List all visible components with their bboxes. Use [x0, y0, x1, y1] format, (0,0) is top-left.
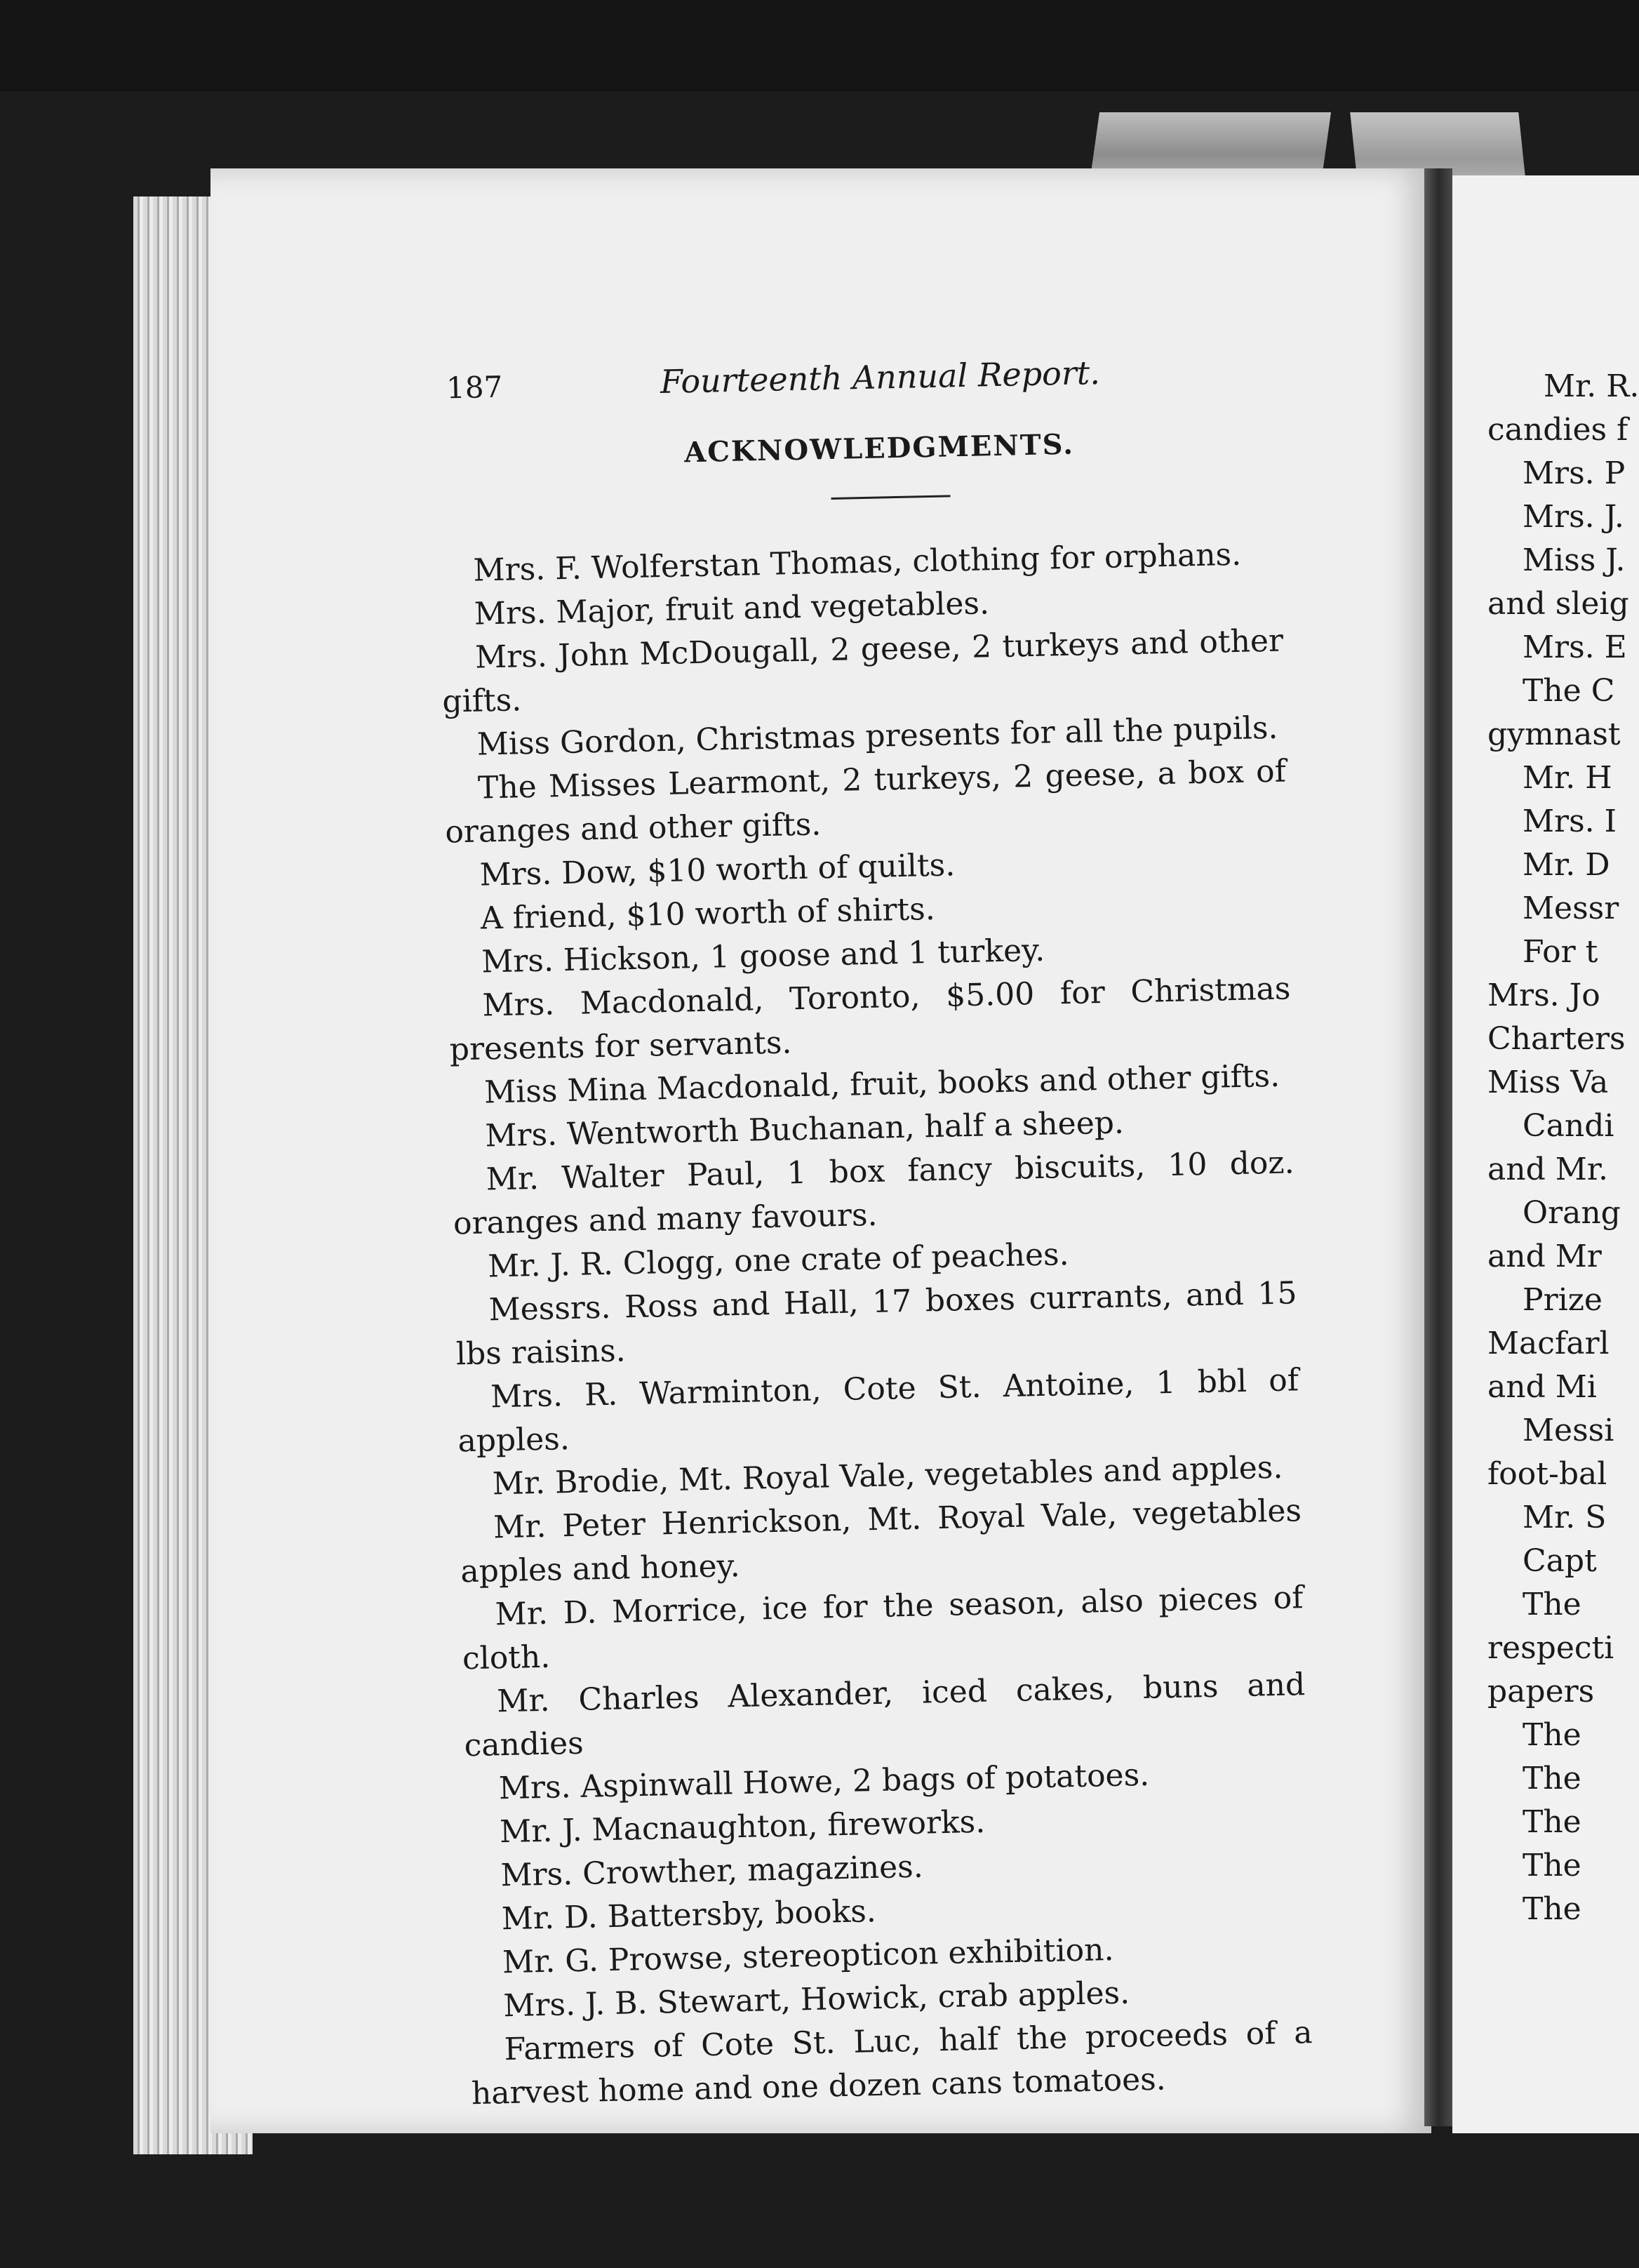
acknowledgment-entry: Mrs. Macdonald, Toronto, $5.00 for Christmas presents for servants.: [449, 970, 1291, 1068]
right-page-line: Candi: [1523, 1108, 1614, 1144]
acknowledgment-entry: Mrs. J. B. Stewart, Howick, crab apples.: [502, 1975, 1130, 2024]
acknowledgment-entry: Mr. Peter Henrickson, Mt. Royal Vale, vegetables apples and honey.: [460, 1493, 1302, 1590]
right-page-line: and sleig: [1487, 586, 1629, 622]
acknowledgment-entry: Mrs. Dow, $10 worth of quilts.: [479, 847, 956, 893]
acknowledgment-entry: Miss Gordon, Christmas presents for all the pupils.: [476, 709, 1278, 763]
right-page-line: Messi: [1523, 1413, 1614, 1448]
right-page-line: respecti: [1487, 1630, 1614, 1666]
book-gutter: [1424, 168, 1452, 2126]
right-page-line: Mrs. J.: [1523, 499, 1624, 535]
acknowledgment-entry: Mrs. John McDougall, 2 geese, 2 turkeys and other gifts.: [441, 622, 1284, 720]
acknowledgment-entry: Mr. Charles Alexander, iced cakes, buns and candies: [464, 1667, 1306, 1764]
heading-rule: [831, 495, 951, 500]
acknowledgment-entry: Mr. G. Prowse, stereopticon exhibition.: [502, 1931, 1114, 1981]
acknowledgment-entry: Mrs. Crowther, magazines.: [500, 1848, 924, 1894]
acknowledgment-entry: Mrs. Major, fruit and vegetables.: [474, 585, 990, 632]
acknowledgment-entry: The Misses Learmont, 2 turkeys, 2 geese, a box of oranges and other gifts.: [444, 753, 1287, 850]
right-page-line: Mrs. E: [1523, 629, 1627, 665]
left-page-content: [393, 332, 1342, 2117]
acknowledgment-entry: Mrs. Wentworth Buchanan, half a sheep.: [484, 1105, 1125, 1154]
right-page-line: Capt: [1523, 1543, 1597, 1579]
acknowledgment-entry: Mr. D. Morrice, ice for the season, also pieces of cloth.: [462, 1580, 1304, 1677]
right-page-line: The: [1523, 1891, 1581, 1927]
right-page-line: gymnast: [1487, 716, 1621, 752]
right-page-line: foot-bal: [1487, 1456, 1607, 1492]
acknowledgment-list: [439, 533, 1313, 2116]
right-page-content: [1487, 365, 1639, 1931]
right-page-line: Mr. R.: [1544, 368, 1639, 404]
acknowledgment-entry: Farmers of Cote St. Luc, half the proceeds of a harvest home and one dozen cans tomatoes.: [471, 2015, 1313, 2112]
acknowledgment-entry: Mrs. R. Warminton, Cote St. Antoine, 1 bbl of apples.: [457, 1362, 1299, 1460]
acknowledgment-entry: Mrs. F. Wolferstan Thomas, clothing for orphans.: [473, 536, 1242, 589]
page-number: 187: [446, 369, 503, 406]
acknowledgment-entry: Mrs. Hickson, 1 goose and 1 turkey.: [481, 932, 1045, 980]
right-page-line: and Mr.: [1487, 1152, 1608, 1187]
acknowledgment-entry: Mr. Walter Paul, 1 box fancy biscuits, 10 doz. oranges and many favours.: [453, 1145, 1295, 1242]
running-title: Fourteenth Annual Report.: [660, 353, 1101, 401]
right-page-line: Orang: [1523, 1195, 1621, 1231]
acknowledgment-entry: A friend, $10 worth of shirts.: [480, 890, 936, 937]
right-page-line: candies f: [1487, 412, 1628, 448]
right-page-line: Messr: [1523, 890, 1619, 926]
right-page-line: Mrs. P: [1523, 455, 1626, 491]
right-page-line: Mr. S: [1523, 1500, 1607, 1535]
acknowledgment-entry: Mr. J. Macnaughton, fireworks.: [499, 1803, 986, 1850]
scan-top-edge: [0, 0, 1639, 91]
right-page-line: The: [1523, 1804, 1581, 1840]
right-page-line: Mr. H: [1523, 760, 1612, 796]
right-page-line: The C: [1523, 673, 1615, 709]
acknowledgment-entry: Messrs. Ross and Hall, 17 boxes currants, and 15 lbs raisins.: [455, 1275, 1297, 1373]
right-page-line: The: [1523, 1848, 1581, 1883]
right-page-line: papers: [1487, 1674, 1595, 1709]
acknowledgment-entry: Mrs. Aspinwall Howe, 2 bags of potatoes.: [498, 1756, 1150, 1807]
acknowledgment-entry: Mr. Brodie, Mt. Royal Vale, vegetables and apples.: [492, 1449, 1283, 1502]
right-page-line: Miss Va: [1487, 1065, 1609, 1100]
right-page-line: and Mi: [1487, 1369, 1597, 1405]
acknowledgment-entry: Miss Mina Macdonald, fruit, books and other gifts.: [483, 1058, 1280, 1111]
right-page-line: The: [1523, 1761, 1581, 1796]
right-page-line: Prize: [1523, 1282, 1603, 1318]
right-page-line: Charters: [1487, 1021, 1626, 1057]
right-page-line: Mr. D: [1523, 847, 1610, 883]
acknowledgment-entry: Mr. D. Battersby, books.: [501, 1893, 877, 1937]
right-page-line: The: [1523, 1717, 1581, 1753]
right-page-line: and Mr: [1487, 1239, 1602, 1274]
right-page-line: Miss J.: [1523, 542, 1626, 578]
section-heading: ACKNOWLEDGMENTS.: [683, 427, 1075, 469]
right-page-line: For t: [1523, 934, 1598, 970]
right-page-line: Mrs. Jo: [1487, 978, 1600, 1013]
right-page-line: Macfarl: [1487, 1326, 1610, 1361]
acknowledgment-entry: Mr. J. R. Clogg, one crate of peaches.: [487, 1236, 1070, 1285]
right-page-line: The: [1523, 1587, 1581, 1622]
right-page-line: Mrs. I: [1523, 803, 1617, 839]
